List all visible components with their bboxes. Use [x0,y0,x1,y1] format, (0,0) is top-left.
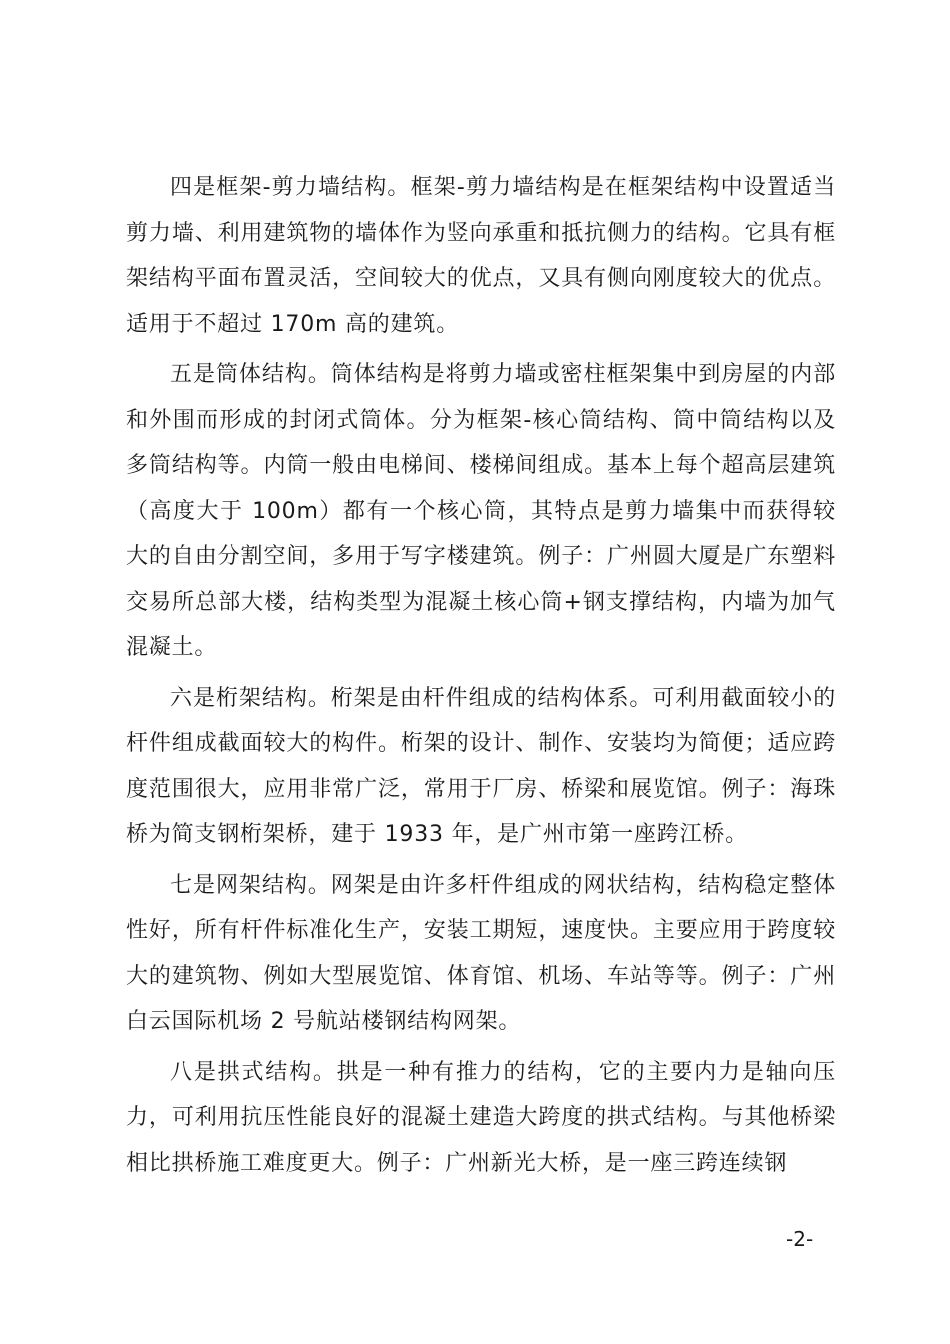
paragraph-arch-structure: 八是拱式结构。拱是一种有推力的结构，它的主要内力是轴向压力，可利用抗压性能良好的混凝土建造大跨度的拱式结构。与其他桥梁相比拱桥施工难度更大。例子：广州新光大桥，是一座三跨连续钢 [126,1059,836,1176]
paragraph-truss-structure: 六是桁架结构。桁架是由杆件组成的结构体系。可利用截面较小的杆件组成截面较大的构件。桁架的设计、制作、安装均为简便；适应跨度范围很大，应用非常广泛，常用于厂房、桥梁和展览馆。例子：海珠桥为简支钢桁架桥，建于 1933 年，是广州市第一座跨江桥。 [126,685,836,847]
document-body [126,165,836,1191]
paragraph-space-frame: 七是网架结构。网架是由许多杆件组成的网状结构，结构稳定整体性好，所有杆件标准化生产，安装工期短，速度快。主要应用于跨度较大的建筑物、例如大型展览馆、体育馆、机场、车站等等。例子：广州白云国际机场 2 号航站楼钢结构网架。 [126,872,836,1034]
paragraph-tube-structure: 五是筒体结构。筒体结构是将剪力墙或密柱框架集中到房屋的内部和外围而形成的封闭式筒体。分为框架-核心筒结构、筒中筒结构以及多筒结构等。内筒一般由电梯间、楼梯间组成。基本上每个超高层建筑（高度大于 100m）都有一个核心筒，其特点是剪力墙集中而获得较大的自由分割空间，多用于写字楼建筑。例子：广州圆大厦是广东塑料交易所总部大楼，结构类型为混凝土核心筒+钢支撑结构，内墙为加气混凝土。 [126,362,836,660]
page-number: -2- [786,1227,814,1251]
paragraph-frame-shear-wall: 四是框架-剪力墙结构。框架-剪力墙结构是在框架结构中设置适当剪力墙、利用建筑物的墙体作为竖向承重和抵抗侧力的结构。它具有框架结构平面布置灵活，空间较大的优点，又具有侧向刚度较大的优点。适用于不超过 170m 高的建筑。 [126,175,836,337]
